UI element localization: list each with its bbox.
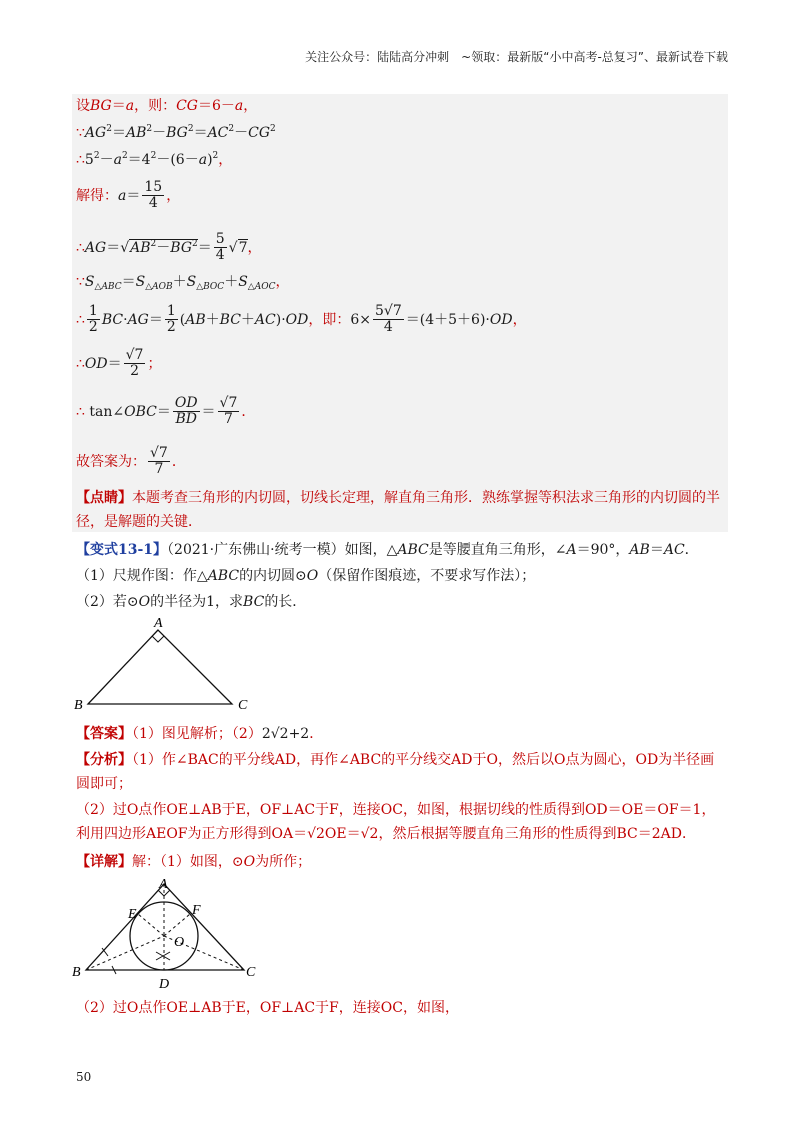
segment-of	[164, 914, 190, 936]
label-c: C	[246, 965, 256, 980]
incircle-figure	[72, 876, 262, 994]
solution-line-7: ∴ $\frac{1}{2}$ BC·AG＝ $\frac{1}{2}$ (AB＋BC＋AC)·OD，即：6× $\frac{5√7}{4}$ ＝(4＋5＋6)·OD，	[76, 303, 527, 336]
label-c: C	[238, 698, 248, 712]
answer-paragraph: 【答案】（1）图见解析；（2）2√2+2．	[76, 726, 324, 742]
label-a: A	[154, 616, 163, 631]
solution-line-6: $\because S_{\triangle ABC}=S_{\triangle AOB}+S_{\triangle BOC}+S_{\triangle AOC}$，	[76, 274, 290, 292]
bisector-bo	[86, 936, 164, 970]
triangle-figure	[72, 612, 272, 712]
label-o: O	[174, 935, 185, 950]
detail-paragraph: 【详解】解：（1）如图，⊙O为所作；	[76, 854, 312, 870]
solution-line-2: $\because AG^2=AB^2-BG^2=AC^2-CG^2$	[76, 124, 276, 141]
variant-intro: 【变式13-1】（2021·广东佛山·统考一模）如图，△ABC是等腰直角三角形，∠A＝90°，AB＝AC．	[76, 542, 699, 558]
solution-line-10: 故答案为： $\frac{√7}{7}$ ．	[76, 445, 186, 478]
solution-line-9: ∴ tan∠OBC＝ $\frac{OD}{BD}$ ＝ $\frac{√7}{7}$ ．	[76, 395, 256, 428]
page-header: 关注公众号：陆陆高分冲刺 ~领取：最新版“小中高考-总复习”、最新试卷下载	[305, 50, 728, 64]
segment-oe	[138, 914, 164, 936]
analysis-paragraph-2: （2）过O点作OE⊥AB于E，OF⊥AC于F，连接OC，如图，根据切线的性质得到OD＝OE＝OF＝1，利用四边形AEOF为正方形得到OA＝√2OE＝√2，然后根据等腰直角三角形的性质得到BC＝2AD．	[76, 802, 716, 842]
solution-line-4: 解得：a＝ $\frac{15}{4}$ ，	[76, 179, 181, 212]
page-number: 50	[76, 1070, 92, 1084]
comment-paragraph: 【点睛】本题考查三角形的内切圆，切线长定理，解直角三角形．熟练掌握等积法求三角形的内切圆的半径，是解题的关键．	[76, 490, 720, 530]
analysis-paragraph-1: 【分析】（1）作∠BAC的平分线AD，再作∠ABC的平分线交AD于O，然后以O点为圆心，OD为半径画圆即可；	[76, 752, 715, 792]
solution-line-8: ∴OD＝ $\frac{√7}{2}$ ；	[76, 347, 162, 380]
label-b: B	[74, 698, 83, 712]
solution-line-1: 设BG＝a，则：CG＝6－a，	[76, 98, 258, 114]
label-d: D	[159, 977, 170, 992]
label-a: A	[159, 877, 168, 892]
triangle-abc	[88, 630, 232, 704]
solution-line-5: $\therefore AG=√AB^2-BG^2=$ $\frac{5}{4}$ √7，	[76, 231, 262, 264]
label-f: F	[192, 903, 201, 918]
label-e: E	[128, 907, 137, 922]
solution-line-3: $\therefore 5^2-a^2=4^2-(6-a)^2$，	[76, 151, 233, 168]
variant-question-2: （2）若⊙O的半径为1，求BC的长．	[76, 594, 307, 610]
right-angle-mark	[152, 636, 164, 642]
variant-question-1: （1）尺规作图：作△ABC的内切圆⊙O（保留作图痕迹，不要求写作法）；	[76, 568, 536, 584]
detail-paragraph-2: （2）过O点作OE⊥AB于E，OF⊥AC于F，连接OC，如图，	[76, 1000, 459, 1016]
label-b: B	[72, 965, 81, 980]
